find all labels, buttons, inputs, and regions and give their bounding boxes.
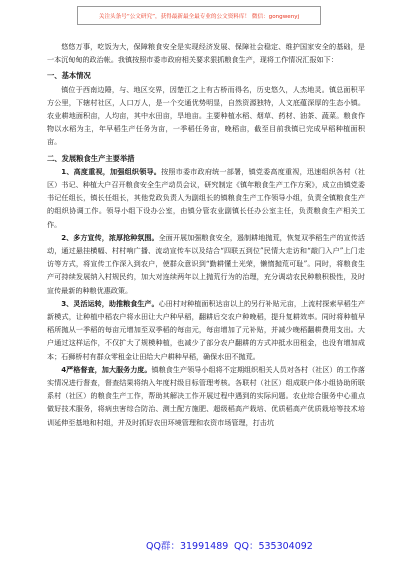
measure-title-3: 3、灵活运转，助推粮食生产。 (61, 298, 159, 308)
page-footer (0, 534, 408, 554)
section-heading-measures: 二、发展粮食生产主要举措 (47, 153, 135, 163)
document-body (47, 40, 365, 429)
measure-paragraph-2 (47, 231, 365, 297)
promo-banner-text: 关注头条号“公文研究”，获得最新最全最专业的公文资料库！ 微信：gongwenyj (98, 13, 300, 20)
measure-title-4: 4严格督查，加大服务力度。 (61, 364, 152, 374)
measure-text-1: 按照市委市政府统一部署，镇党委高度重视，迅速组织各村（社区）书记、种植大户召开粮食安全生产动员会议，研究制定《镇年粮食生产工作方案》，成立由镇党委书记任组长，镇长任组长，其他党政负责人为副组长的镇粮食生产工作领导小组，负责全镇粮食生产的组织协调工作。领导小组下设办公室，由镇分管农业副镇长任办公室主任，负责粮食生产相关工作。 (47, 166, 366, 229)
measure-text-3: 心田村对种植面积达亩以上的另行补贴元亩，上流村探索早稻生产新模式，让种植中稻农户将水田让大户种早稻，翻耕后交农户种晚稻，提升复耕效率。同时将种植早稻所抛从一季稻的每亩元增加至双季稻的每亩元，每亩增加了元补贴，并减少晚稻翻耕费用支出。大户通过这样运作，不仅扩大了规模种植，也减少了部分农户翻耕的方式冲抵水田租金，也没有增加成本；石狮桥村有群众零租金让田给大户耕种早稻，确保水田不抛荒。 (47, 298, 365, 361)
measure-text-4: 镇粮食生产领导小组将不定期组织相关人员对各村（社区）的工作落实情况进行督查，督查结果将纳入年度村级目标管理考核。各联村（社区）组成联户体小组协助所联系村（社区）的粮食生产工作，帮助其解决工作开展过程中遇到的实际问题。农业综合服务中心重点做好技术服务，将病虫害综合防治、测土配方施肥、超级稻高产栽培、优质稻高产优质栽培等技术培训延伸至基地和村组，并及时抓好农田环境管理和农资市场管理，打击坑 (47, 364, 366, 427)
measure-title-1: 1、高度重视，加强组织领导。 (61, 166, 162, 176)
section-heading-basic-info: 一、基本情况 (47, 71, 91, 81)
qq-contact-number: QQ：535304092 (234, 541, 313, 552)
intro-paragraph: 悠悠万事，吃饭为大，保障粮食安全是实现经济发展、保障社会稳定、维护国家安全的基础，是一本沉甸甸的政治帐。我镇按照市委市政府相关要求狠抓粮食生产，现将工作情况汇报如下： (47, 42, 365, 65)
measure-paragraph-3 (47, 297, 365, 363)
promo-banner (77, 6, 321, 25)
measure-title-2: 2、多方宣传，浓厚抢种氛围。 (61, 232, 159, 242)
basic-info-paragraph: 镇位于西南边陲，与、地区交界，因楚江之上有古桥而得名，历史悠久，人杰地灵。镇总面积平方公里，下辖村社区，人口万人，是一个交通优势明显，自然资源独特，人文底蕴深厚的生态小镇。农业耕地面积亩，人均亩，其中水田亩，旱地亩。主要种植水稻、烟草、药材、油茶、蔬菜。粮食作物以水稻为主，年早稻生产任务为亩，一季稻任务亩，晚稻亩，截至目前我镇已完成早稻种植面积亩。 (47, 84, 365, 147)
measure-text-2: 全面开展加强粮食安全，遏制耕地抛荒，恢复双季稻生产的宣传活动，通过悬挂横幅、村村响广播、流动宣传车以及结合“四联五到位”民情大走访和“敲门入户”上门走访等方式，将宣传工作深入到农户，使群众意识到“勤耕懂土光荣，懒惰抛荒可耻”。同时，将粮食生产可持续发展纳入村规民约，加大对连续两年以上抛荒行为的治理，充分调动农民种粮积极性，及时宣传最新的种粮优惠政策。 (47, 232, 365, 295)
measure-paragraph-1 (47, 165, 365, 231)
measure-paragraph-4 (47, 363, 365, 429)
qq-group-number: QQ群：31991489 (146, 541, 229, 552)
